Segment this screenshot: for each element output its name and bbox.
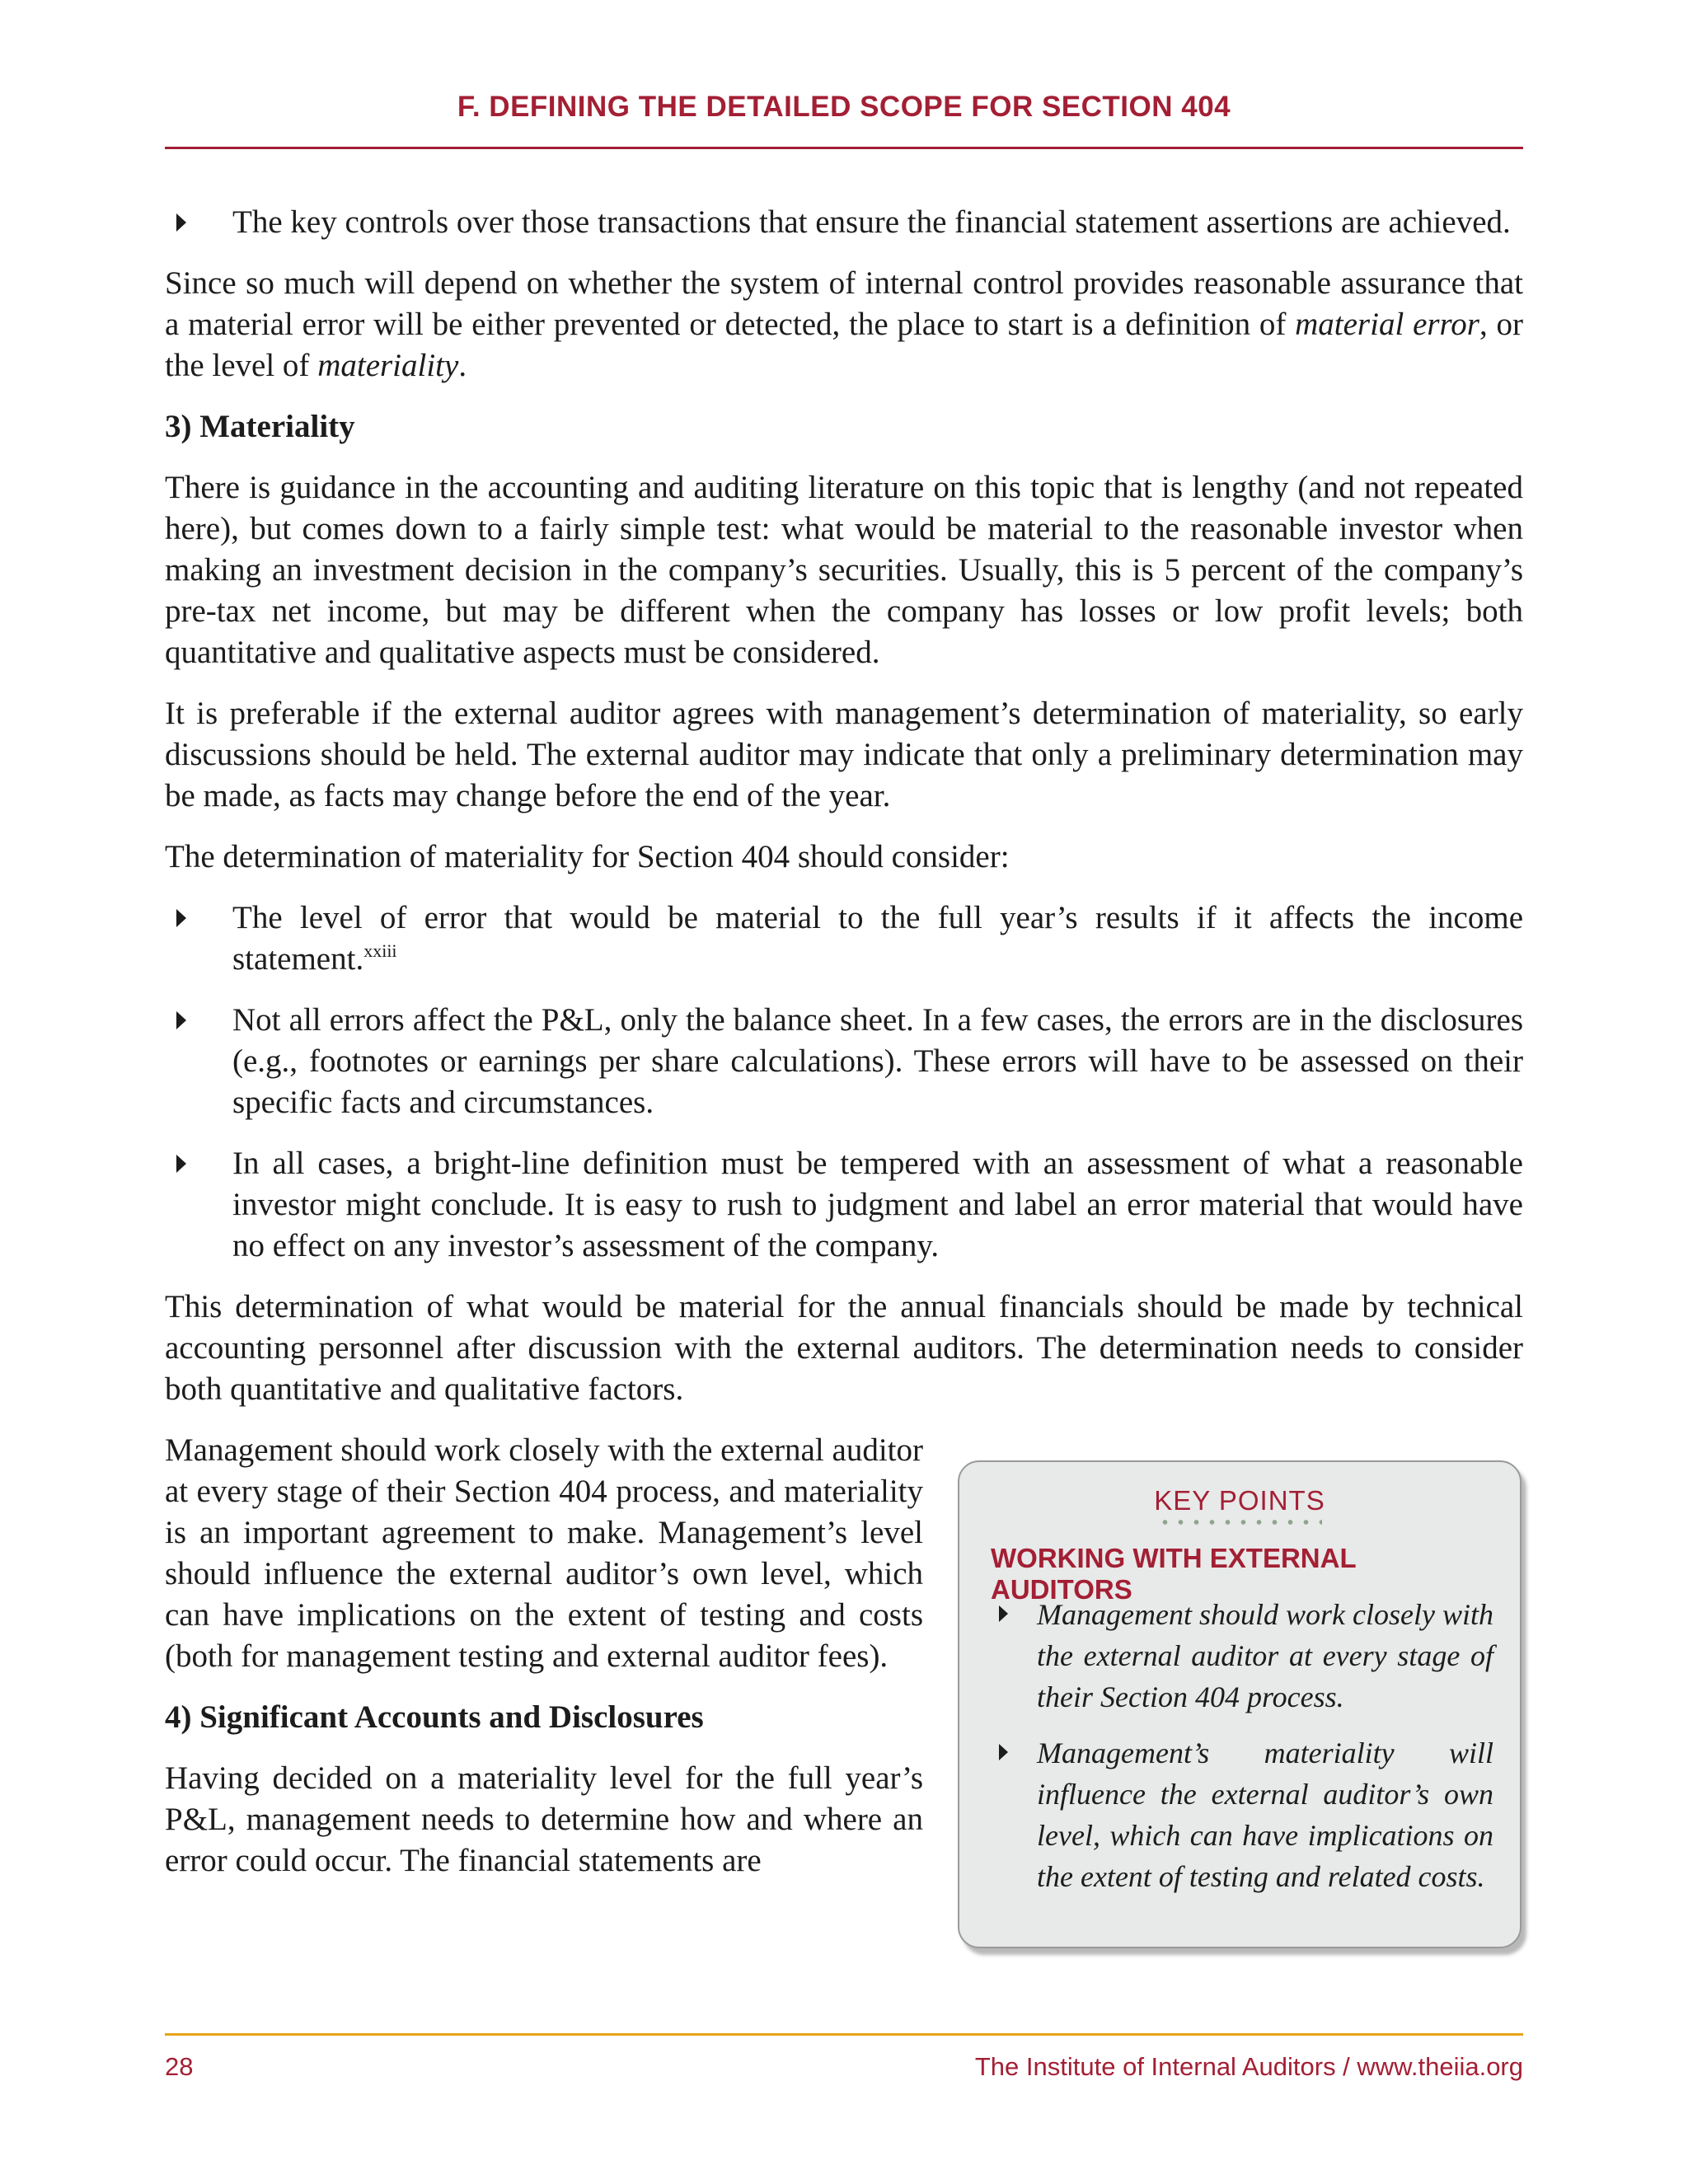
bullet-item [165, 1143, 1523, 1267]
paragraph: There is guidance in the accounting and auditing literature on this topic that is lengthy (and not repeated here), but comes down to a fairly simple test: what would be material to the reasonable investor when making an investment decision in the company’s securities. Usually, this is 5 percent of the company’s pre-tax net income, but may be different when the company has losses or low profit levels; both quantitative and qualitative aspects must be considered. [165, 470, 1523, 670]
key-points-box [958, 1460, 1522, 1948]
bullet-text: In all cases, a bright-line definition must be tempered with an assessment of what a reasonable investor might conclude. It is easy to rush to judgment and label an error material that would have no effect on any investor’s assessment of the company. [232, 1146, 1523, 1263]
triangle-bullet-icon [176, 1155, 186, 1173]
paragraph-text: Since so much will depend on whether the system of internal control provides reasonable assurance that a material error will be either prevented or detected, the place to start is a definition of [165, 265, 1523, 342]
paragraph: The determination of materiality for Section 404 should consider: [165, 839, 1010, 874]
key-points-list [991, 1594, 1493, 1912]
paragraph: Management should work closely with the external auditor at every stage of their Section 404 process, and materiality is an important agreement to make. Management’s level should influence the external auditor’s own level, which can have implications on the extent of testing and costs (both for management testing and external auditor fees). [165, 1432, 923, 1674]
key-point-text: Management should work closely with the external auditor at every stage of their Section 404 process. [1037, 1598, 1493, 1713]
triangle-bullet-icon [999, 1744, 1008, 1760]
header-divider [165, 147, 1523, 149]
publisher-credit: The Institute of Internal Auditors / www.theiia.org [974, 2052, 1523, 2081]
bullet-text: The key controls over those transactions that ensure the financial statement assertions are achieved. [232, 204, 1511, 240]
emphasis-text: materiality [317, 348, 459, 383]
paragraph-text: . [458, 348, 467, 383]
footer-divider [165, 2033, 1523, 2036]
triangle-bullet-icon [176, 213, 186, 232]
bullet-item [165, 1000, 1523, 1123]
triangle-bullet-icon [176, 1011, 186, 1029]
bullet-item [165, 898, 1523, 980]
key-point-item [991, 1732, 1493, 1897]
section-heading-significant-accounts: 4) Significant Accounts and Disclosures [165, 1699, 704, 1735]
triangle-bullet-icon [999, 1605, 1008, 1622]
running-header: F. DEFINING THE DETAILED SCOPE FOR SECTION 404 [457, 91, 1231, 123]
bullet-text: Not all errors affect the P&L, only the balance sheet. In a few cases, the errors are in the disclosures (e.g., footnotes or earnings per share calculations). These errors will have to be assessed on their specific facts and circumstances. [232, 1002, 1523, 1120]
triangle-bullet-icon [176, 909, 186, 927]
bullet-text: The level of error that would be material to the full year’s results if it affects the income statement. [232, 900, 1523, 977]
paragraph [165, 263, 1523, 387]
paragraph-text: , or the level of [165, 307, 1523, 383]
paragraph: This determination of what would be material for the annual financials should be made by technical accounting personnel after discussion with the external auditors. The determination needs to consider both quantitative and qualitative factors. [165, 1289, 1523, 1407]
key-point-text: Management’s materiality will influence the external auditor’s own level, which can have implications on the extent of testing and related costs. [1037, 1736, 1493, 1893]
paragraph: It is preferable if the external auditor agrees with management’s determination of materiality, so early discussions should be held. The external auditor may indicate that only a preliminary determination may be made, as facts may change before the end of the year. [165, 696, 1523, 813]
paragraph: Having decided on a materiality level for the full year’s P&L, management needs to determine how and where an error could occur. The financial statements are [165, 1760, 923, 1878]
bullet-item [165, 202, 1523, 243]
dotted-underline [1157, 1520, 1322, 1525]
key-points-label: KEY POINTS [1154, 1485, 1325, 1516]
emphasis-text: material error [1295, 307, 1479, 342]
footnote-reference[interactable]: xxiii [363, 940, 397, 961]
key-point-item [991, 1594, 1493, 1718]
page-number: 28 [165, 2052, 194, 2081]
section-heading-materiality: 3) Materiality [165, 409, 355, 444]
key-points-heading: WORKING WITH EXTERNAL AUDITORS [991, 1543, 1357, 1605]
